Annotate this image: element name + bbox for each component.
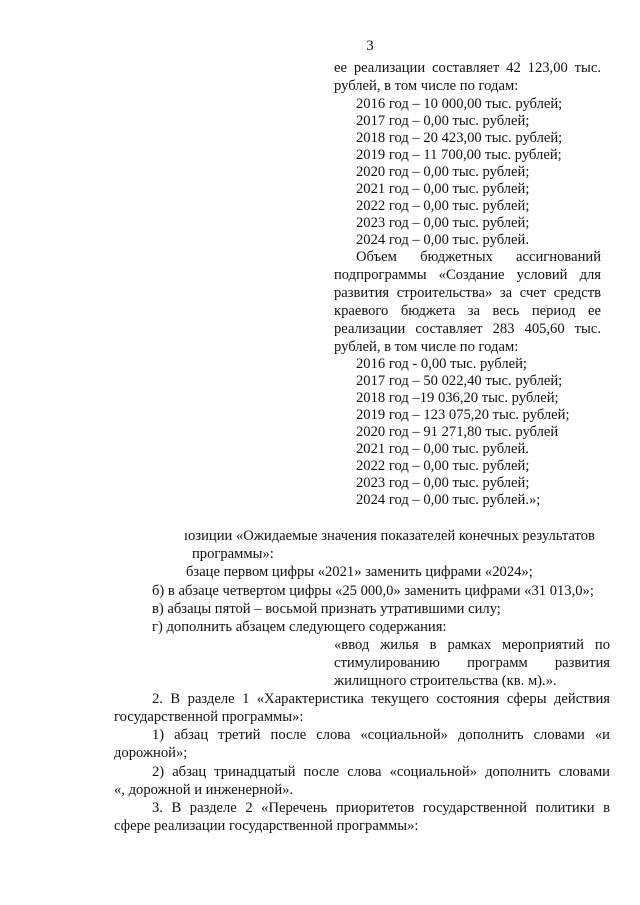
year-line: 2016 год - 0,00 тыс. рублей; [356,356,527,372]
year-line: 2024 год – 0,00 тыс. рублей. [356,232,529,248]
year-line: 2021 год – 0,00 тыс. рублей; [356,181,530,197]
year-line: 2018 год –19 036,20 тыс. рублей; [356,390,559,406]
right-line-1: ее реализации составляет 42 123,00 тыс. [334,60,601,76]
year-line: 2020 год – 91 271,80 тыс. рублей [356,424,559,440]
section-2-line-2: государственной программы»: [114,709,304,725]
item-a: бзаце первом цифры «2021» заменить цифрами «2024»; [186,564,533,580]
budget-paragraph-line: подпрограммы «Создание условий для [334,267,601,283]
year-line: 2023 год – 0,00 тыс. рублей; [356,215,530,231]
position-line-2: программы»: [192,546,274,562]
quote-line: стимулированию программ развития [334,655,610,671]
item-d: г) дополнить абзацем следующего содержания: [152,619,447,635]
budget-paragraph-line: краевого бюджета за весь период ее [334,303,601,319]
right-line-2: рублей, в том числе по годам: [334,78,519,94]
section-2-item-2-line-1: 2) абзац тринадцатый после слова «социальной» дополнить словами [152,764,610,780]
section-3-line-1: 3. В разделе 2 «Перечень приоритетов государственной политики в [152,800,610,816]
quote-line: «ввод жилья в рамках мероприятий по [334,637,610,653]
year-line: 2017 год – 50 022,40 тыс. рублей; [356,373,563,389]
year-line: 2021 год – 0,00 тыс. рублей. [356,441,529,457]
year-line: 2023 год – 0,00 тыс. рублей; [356,475,530,491]
year-line: 2020 год – 0,00 тыс. рублей; [356,164,530,180]
year-line: 2017 год – 0,00 тыс. рублей; [356,113,530,129]
item-c: в) абзацы пятой – восьмой признать утратившими силу; [152,601,501,617]
year-line: 2022 год – 0,00 тыс. рублей; [356,458,530,474]
section-3-line-2: сфере реализации государственной программы»: [114,818,419,834]
item-b: б) в абзаце четвертом цифры «25 000,0» заменить цифрами «31 013,0»; [152,583,594,599]
budget-paragraph-line: рублей, в том числе по годам: [334,339,519,355]
year-line: 2019 год – 11 700,00 тыс. рублей; [356,147,562,163]
page-number: 3 [366,38,374,54]
position-line-1: ıозиции «Ожидаемые значения показателей конечных результатов [184,528,595,544]
section-2-item-1-line-2: дорожной»; [114,745,188,761]
section-2-line-1: 2. В разделе 1 «Характеристика текущего состояния сферы действия [152,691,610,707]
budget-paragraph-line: реализации составляет 283 405,60 тыс. [334,321,601,337]
section-2-item-1-line-1: 1) абзац третий после слова «социальной» дополнить словами «и [152,727,610,743]
budget-paragraph-line: Объем бюджетных ассигнований [356,249,601,265]
year-line: 2024 год – 0,00 тыс. рублей.»; [356,492,541,508]
year-line: 2016 год – 10 000,00 тыс. рублей; [356,96,563,112]
quote-line: жилищного строительства (кв. м).». [334,673,557,689]
year-line: 2022 год – 0,00 тыс. рублей; [356,198,530,214]
section-2-item-2-line-2: «, дорожной и инженерной». [114,782,294,798]
year-line: 2018 год – 20 423,00 тыс. рублей; [356,130,563,146]
year-line: 2019 год – 123 075,20 тыс. рублей; [356,407,570,423]
budget-paragraph-line: развития строительства» за счет средств [334,285,601,301]
